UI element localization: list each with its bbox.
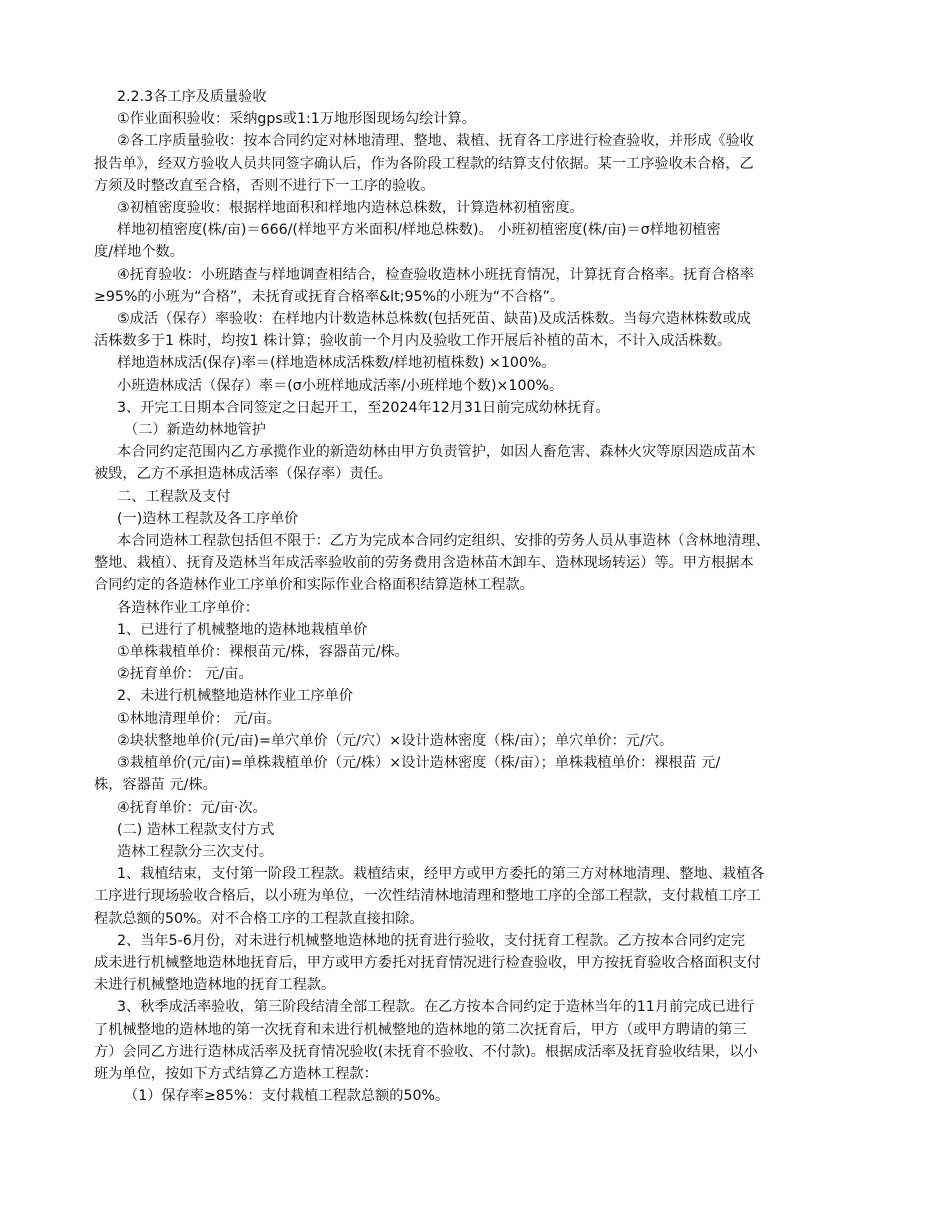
text-line: 2、当年5-6月份，对未进行机械整地造林地的抚育进行验收，支付抚育工程款。乙方按本合同约定完 [117,932,746,949]
text-line: ②抚育单价： 元/亩。 [117,666,253,683]
text-line: ①单株栽植单价：裸根苗元/株，容器苗元/株。 [117,644,409,661]
text-line: (二) 造林工程款支付方式 [117,821,275,838]
text-line: 小班造林成活（保存）率＝(σ小班样地成活率/小班样地个数)×100%。 [117,377,564,394]
text-line: 成未进行机械整地造林地抚育后，甲方或甲方委托对抚育情况进行检查验收，甲方按抚育验收合格面积支付 [94,954,761,971]
text-line: （二）新造幼林地管护 [124,422,266,439]
text-line: 班为单位，按如下方式结算乙方造林工程款： [94,1065,378,1082]
text-line: ④抚育单价：元/亩·次。 [117,799,267,816]
text-line: 各造林作业工序单价： [117,599,259,616]
text-line: ②块状整地单价(元/亩)=单穴单价（元/穴）×设计造林密度（株/亩）；单穴单价：元/穴。 [117,732,674,749]
text-line: 本合同造林工程款包括但不限于：乙方为完成本合同约定组织、安排的劳务人员从事造林（含林地清理、 [117,533,770,550]
text-line: ③初植密度验收：根据样地面积和样地内造林总株数，计算造林初植密度。 [117,200,584,217]
text-line: 工序进行现场验收合格后，以小班为单位，一次性结清林地清理和整地工序的全部工程款，支付栽植工序工 [94,888,761,905]
text-line: 了机械整地的造林地的第一次抚育和未进行机械整地的造林地的第二次抚育后，甲方（或甲方聘请的第三 [94,1021,747,1038]
text-line: 活株数多于1 株时，均按1 株计算；验收前一个月内及验收工作开展后补植的苗木，不计入成活株数。 [94,333,732,350]
text-line: 造林工程款分三次支付。 [117,843,274,860]
text-line: 样地造林成活(保存)率＝(样地造林成活株数/样地初植株数) ×100%。 [117,355,556,372]
text-line: 二、工程款及支付 [117,488,231,505]
text-line: （1）保存率≥85%：支付栽植工程款总额的50%。 [124,1088,450,1105]
text-line: ④抚育验收：小班踏查与样地调查相结合，检查验收造林小班抚育情况，计算抚育合格率。抚育合格率 [117,266,754,283]
text-line: ①林地清理单价： 元/亩。 [117,710,281,727]
text-line: 方）会同乙方进行造林成活率及抚育情况验收(未抚育不验收、不付款)。根据成活率及抚育验收结果，以小 [94,1043,758,1060]
text-line: 合同约定的各造林作业工序单价和实际作业合格面积结算造林工程款。 [94,577,534,594]
text-line: 度/样地个数。 [94,244,184,261]
text-line: 程款总额的50%。对不合格工序的工程款直接扣除。 [94,910,424,927]
text-line: 被毁，乙方不承担造林成活率（保存率）责任。 [94,466,392,483]
text-line: 3、开完工日期本合同签定之日起开工，至2024年12月31日前完成幼林抚育。 [117,399,610,416]
text-line: 3、秋季成活率验收，第三阶段结清全部工程款。在乙方按本合同约定于造林当年的11月前完成已进行 [117,999,755,1016]
text-line: ⑤成活（保存）率验收：在样地内计数造林总株数(包括死苗、缺苗)及成活株数。当每穴造林株数或成 [117,311,751,328]
text-line: ①作业面积验收：采纳gps或1:1万地形图现场勾绘计算。 [117,111,476,128]
text-line: 1、栽植结束，支付第一阶段工程款。栽植结束，经甲方或甲方委托的第三方对林地清理、整地、栽植各 [117,866,765,883]
text-line: 本合同约定范围内乙方承揽作业的新造幼林由甲方负责管护，如因人畜危害、森林火灾等原因造成苗木 [117,444,756,461]
text-line: 2.2.3各工序及质量验收 [117,89,267,105]
text-line: 2、未进行机械整地造林作业工序单价 [117,688,354,705]
text-line: 1、已进行了机械整地的造林地栽植单价 [117,621,368,638]
text-line: 方须及时整改直至合格，否则不进行下一工序的验收。 [94,177,435,194]
text-line: 整地、栽植）、抚育及造林当年成活率验收前的劳务费用含造林苗木卸车、造林现场转运）等。甲方根据本 [94,555,754,572]
text-line: ③栽植单价(元/亩)=单株栽植单价（元/株）×设计造林密度（株/亩）；单株栽植单价：裸根苗 元/ [117,755,721,772]
text-line: 报告单》，经双方验收人员共同签字确认后，作为各阶段工程款的结算支付依据。某一工序验收未合格，乙 [94,155,754,172]
text-line: 样地初植密度(株/亩)＝666/(样地平方米面积/样地总株数)。 小班初植密度(株/亩)＝σ样地初植密 [117,222,721,239]
text-line: ②各工序质量验收：按本合同约定对林地清理、整地、栽植、抚育各工序进行检查验收，并形成《验收 [117,133,754,150]
text-line: 株，容器苗 元/株。 [94,777,217,794]
text-line: ≥95%的小班为“合格”，未抚育或抚育合格率&lt;95%的小班为“不合格”。 [94,288,565,305]
text-line: 未进行机械整地造林地的抚育工程款。 [94,977,336,994]
text-line: (一)造林工程款及各工序单价 [117,510,299,527]
